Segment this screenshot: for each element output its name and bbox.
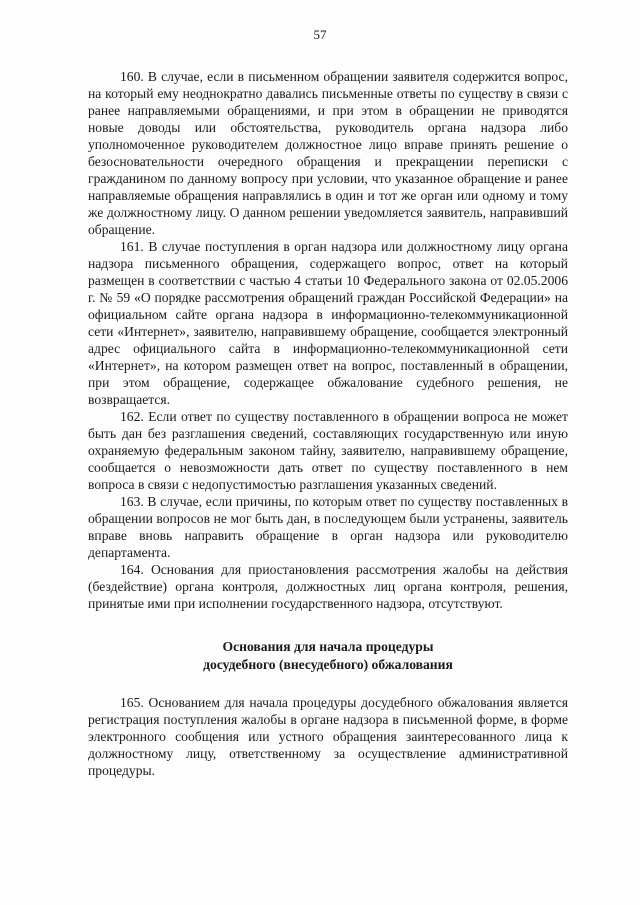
page-number: 57	[313, 27, 327, 42]
paragraph-165: 165. Основанием для начала процедуры досудебного обжалования является регистрация поступления жалобы в органе надзора в письменной форме, в форме электронного сообщения или устного обращения заинтересованного лица к должностному лицу, ответственному за осуществление административной процедуры.	[88, 695, 568, 778]
paragraph-160: 160. В случае, если в письменном обращении заявителя содержится вопрос, на который ему неоднократно давались письменные ответы по существу в связи с ранее направляемыми обращениями, и при этом в обращении не приводятся новые доводы или обстоятельства, руководитель органа надзора либо уполномоченное руководителем должностное лицо вправе принять решение о безосновательности очередного обращения и прекращении переписки с гражданином по данному вопросу при условии, что указанное обращение и ранее направляемые обращения направлялись в один и тот же орган или одному и тому же должностному лицу. О данном решении уведомляется заявитель, направивший обращение.	[88, 69, 568, 237]
paragraph-161: 161. В случае поступления в орган надзора или должностному лицу органа надзора письменного обращения, содержащего вопрос, ответ на который размещен в соответствии с частью 4 статьи 10 Федерального закона от 02.05.2006 г. № 59 «О порядке рассмотрения обращений граждан Российской Федерации» на официальном сайте органа надзора в информационно-телекоммуникационной сети «Интернет», заявителю, направившему обращение, сообщается электронный адрес официального сайта в информационно-телекоммуникационной сети «Интернет», на котором размещен ответ на вопрос, поставленный в обращении, при этом обращение, содержащее обжалование судебного решения, не возвращается.	[88, 239, 568, 407]
document-body	[88, 68, 568, 779]
paragraph-162: 162. Если ответ по существу поставленного в обращении вопроса не может быть дан без разглашения сведений, составляющих государственную или иную охраняемую федеральным законом тайну, заявителю, направившему обращение, сообщается о невозможности дать ответ по существу поставленного в нем вопроса в связи с недопустимостью разглашения указанных сведений.	[88, 409, 568, 492]
paragraph-164: 164. Основания для приостановления рассмотрения жалобы на действия (бездействие) органа контроля, должностных лиц органа контроля, решения, принятые ими при исполнении государственного надзора, отсутствуют.	[88, 562, 568, 611]
section-heading	[88, 612, 568, 694]
section-heading-line-1: Основания для начала процедуры	[222, 639, 434, 654]
paragraph-163: 163. В случае, если причины, по которым ответ по существу поставленных в обращении вопросов не мог быть дан, в последующем были устранены, заявитель вправе вновь направить обращение в орган надзора или руководителю департамента.	[88, 494, 568, 560]
section-heading-line-2: досудебного (внесудебного) обжалования	[203, 657, 453, 672]
